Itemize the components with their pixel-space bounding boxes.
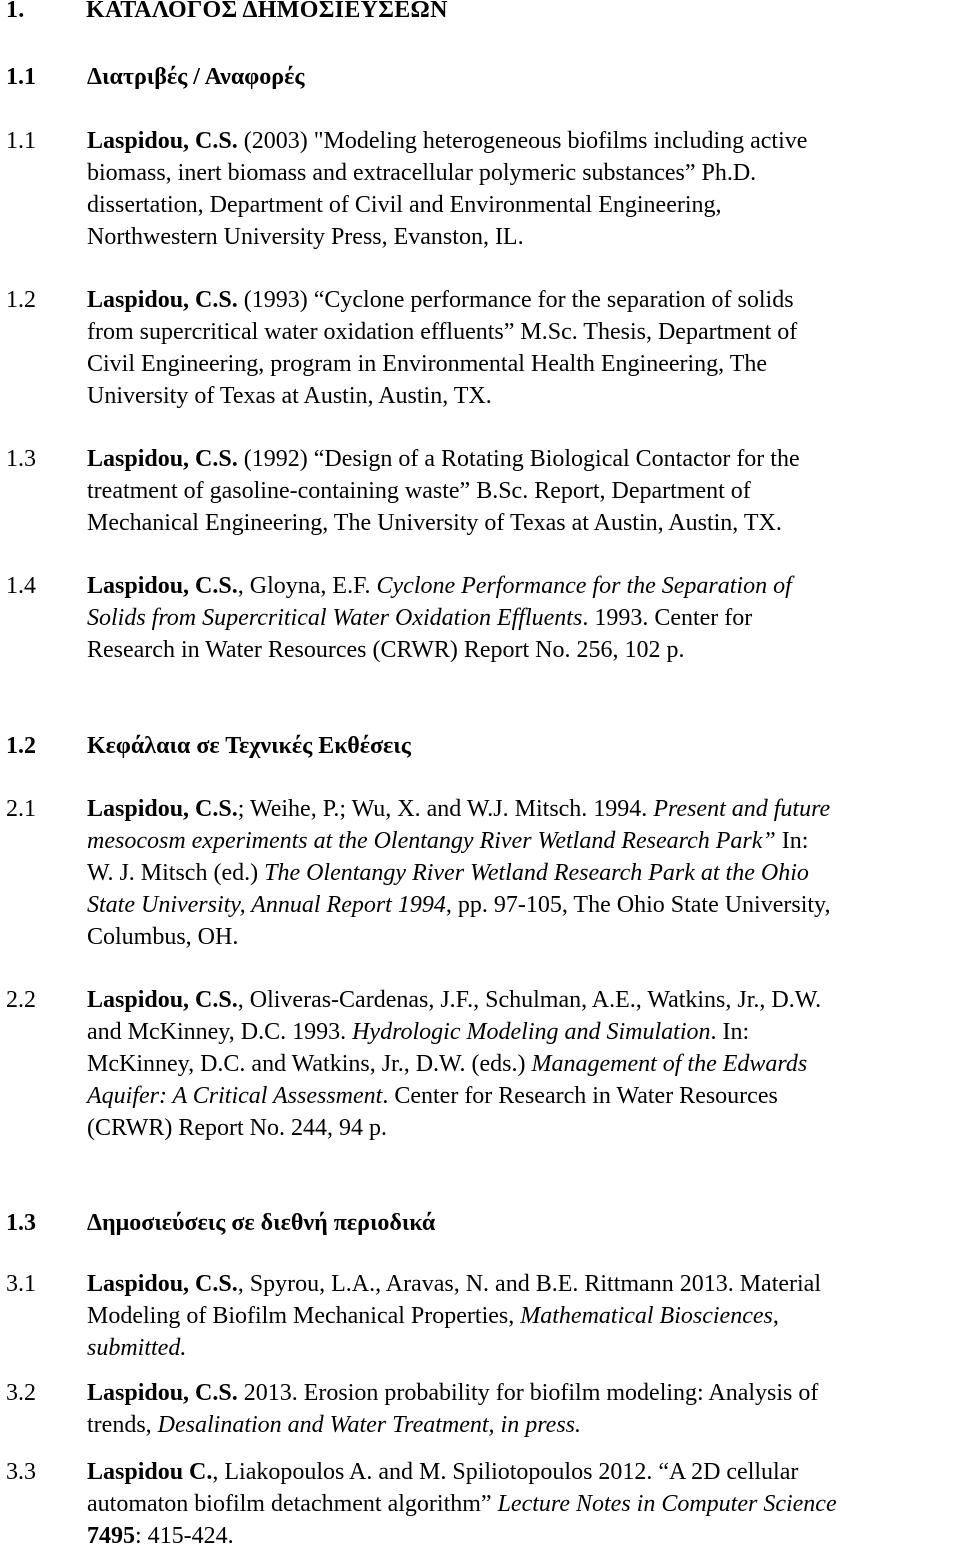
entry-line	[87, 125, 956, 157]
entry-line	[87, 1016, 956, 1048]
reference-entry	[6, 1268, 956, 1364]
entry-line	[87, 1488, 956, 1520]
citation-text: , Gloyna, E.F.	[237, 573, 377, 599]
citation-text: Mechanical Engineering, The University of Texas at Austin, Austin, TX.	[87, 510, 782, 536]
section-title: Διατριβές / Αναφορές	[87, 64, 305, 90]
entry-line	[87, 602, 956, 634]
entry-line	[87, 1377, 956, 1409]
section-number: 1.2	[6, 733, 36, 759]
citation-text: 2013. Erosion probability for biofilm modeling: Analysis of	[237, 1380, 819, 1406]
entry-number: 3.1	[6, 1271, 36, 1297]
italic-title: Aquifer: A Critical Assessment	[87, 1083, 383, 1109]
entry-text	[87, 443, 956, 539]
citation-text: McKinney, D.C. and Watkins, Jr., D.W. (eds.)	[87, 1051, 532, 1077]
citation-text: W. J. Mitsch (ed.)	[87, 860, 265, 886]
entry-number: 1.3	[6, 446, 36, 472]
italic-title: The Olentangy River Wetland Research Park at the Ohio	[264, 860, 809, 886]
entry-line	[87, 1520, 956, 1552]
entry-line	[87, 189, 956, 221]
author-name: 7495	[87, 1523, 135, 1549]
entry-line	[87, 570, 956, 602]
entry-line	[87, 857, 956, 889]
reference-entry	[6, 984, 956, 1144]
citation-text: Columbus, OH.	[87, 924, 239, 950]
entry-line	[87, 793, 956, 825]
italic-title: Lecture Notes in Computer Science	[497, 1491, 837, 1517]
entry-number: 2.1	[6, 796, 36, 822]
entry-line	[87, 221, 956, 253]
entry-line	[87, 1080, 956, 1112]
entry-line	[87, 1112, 956, 1144]
citation-text: , Liakopoulos A. and M. Spiliotopoulos 2012. “A 2D cellular	[212, 1459, 799, 1485]
citation-text: Research in Water Resources (CRWR) Report No. 256, 102 p.	[87, 637, 685, 663]
author-name: Laspidou, C.S.	[87, 987, 238, 1013]
reference-entry	[6, 443, 956, 539]
author-name: Laspidou, C.S.	[87, 796, 238, 822]
section-title: Δημοσιεύσεις σε διεθνή περιοδικά	[87, 1210, 436, 1236]
entry-line	[87, 475, 956, 507]
entry-line	[87, 1409, 956, 1441]
italic-title: Mathematical Biosciences	[520, 1303, 773, 1329]
reference-entry	[6, 1456, 956, 1552]
citation-text: ,	[772, 1303, 779, 1329]
citation-text: In:	[775, 828, 809, 854]
section-title: Κεφάλαια σε Τεχνικές Εκθέσεις	[87, 733, 411, 759]
section-number: 1.1	[6, 64, 36, 90]
entry-line	[87, 921, 956, 953]
citation-text: automaton biofilm detachment algorithm”	[87, 1491, 498, 1517]
entry-line	[87, 316, 956, 348]
citation-text: , Spyrou, L.A., Aravas, N. and B.E. Rittmann 2013. Material	[237, 1271, 822, 1297]
section-heading	[6, 730, 411, 762]
citation-text: treatment of gasoline-containing waste” B.Sc. Report, Department of	[87, 478, 751, 504]
reference-entry	[6, 125, 956, 253]
section-heading	[6, 61, 304, 93]
entry-number: 3.2	[6, 1380, 36, 1406]
entry-text	[87, 1377, 956, 1441]
author-name: Laspidou, C.S.	[87, 446, 238, 472]
italic-title: submitted.	[87, 1335, 187, 1361]
entry-text	[87, 1456, 956, 1552]
entry-number: 1.2	[6, 287, 36, 313]
author-name: Laspidou, C.S.	[87, 287, 238, 313]
citation-text: (2003) "Modeling heterogeneous biofilms including active	[237, 128, 808, 154]
reference-entry	[6, 793, 956, 953]
entry-line	[87, 380, 956, 412]
author-name: Laspidou, C.S.	[87, 1271, 238, 1297]
citation-text: (1993) “Cyclone performance for the separation of solids	[237, 287, 794, 313]
entry-text	[87, 125, 956, 253]
citation-text: trends,	[87, 1412, 158, 1438]
italic-title: Present and future	[653, 796, 831, 822]
entry-line	[87, 1300, 956, 1332]
italic-title: Solids from Supercritical Water Oxidation Effluents	[87, 605, 583, 631]
entry-line	[87, 1456, 956, 1488]
entry-line	[87, 984, 956, 1016]
citation-text: . Center for Research in Water Resources	[382, 1083, 778, 1109]
main-heading	[6, 0, 448, 26]
citation-text: . 1993. Center for	[582, 605, 753, 631]
reference-entry	[6, 1377, 956, 1441]
citation-text: and McKinney, D.C. 1993.	[87, 1019, 353, 1045]
entry-line	[87, 348, 956, 380]
italic-title: Management of the Edwards	[531, 1051, 808, 1077]
entry-text	[87, 1268, 956, 1364]
author-name: Laspidou C.	[87, 1459, 213, 1485]
author-name: Laspidou, C.S.	[87, 1380, 238, 1406]
italic-title: State University, Annual Report 1994	[87, 892, 446, 918]
citation-text: (1992) “Design of a Rotating Biological Contactor for the	[237, 446, 800, 472]
citation-text: Modeling of Biofilm Mechanical Properties,	[87, 1303, 521, 1329]
citation-text: biomass, inert biomass and extracellular polymeric substances” Ph.D.	[87, 160, 757, 186]
entry-line	[87, 443, 956, 475]
entry-line	[87, 284, 956, 316]
entry-line	[87, 507, 956, 539]
section-heading	[6, 1207, 435, 1239]
entry-line	[87, 825, 956, 857]
entry-line	[87, 889, 956, 921]
entry-text	[87, 793, 956, 953]
entry-number: 1.4	[6, 573, 36, 599]
section-number: 1.3	[6, 1210, 36, 1236]
citation-text: Northwestern University Press, Evanston, IL.	[87, 224, 524, 250]
italic-title: Cyclone Performance for the Separation of	[376, 573, 792, 599]
citation-text: (CRWR) Report No. 244, 94 p.	[87, 1115, 387, 1141]
citation-text: from supercritical water oxidation effluents” M.Sc. Thesis, Department of	[87, 319, 798, 345]
main-heading-number: 1.	[6, 0, 25, 23]
author-name: Laspidou, C.S.	[87, 573, 238, 599]
entry-number: 2.2	[6, 987, 36, 1013]
reference-entry	[6, 284, 956, 412]
main-heading-text: ΚΑΤΑΛΟΓΟΣ ΔΗΜΟΣΙΕΥΣΕΩΝ	[86, 0, 448, 23]
author-name: Laspidou, C.S.	[87, 128, 238, 154]
entry-line	[87, 1048, 956, 1080]
entry-number: 1.1	[6, 128, 36, 154]
citation-text: : 415-424.	[135, 1523, 234, 1549]
entry-text	[87, 984, 956, 1144]
entry-line	[87, 157, 956, 189]
citation-text: , Oliveras-Cardenas, J.F., Schulman, A.E., Watkins, Jr., D.W.	[237, 987, 822, 1013]
citation-text: . In:	[710, 1019, 750, 1045]
citation-text: dissertation, Department of Civil and Environmental Engineering,	[87, 192, 722, 218]
entry-text	[87, 284, 956, 412]
entry-line	[87, 1332, 956, 1364]
citation-text: Civil Engineering, program in Environmental Health Engineering, The	[87, 351, 768, 377]
reference-entry	[6, 570, 956, 666]
entry-line	[87, 1268, 956, 1300]
citation-text: , pp. 97-105, The Ohio State University,	[445, 892, 831, 918]
italic-title: mesocosm experiments at the Olentangy River Wetland Research Park”	[87, 828, 776, 854]
entry-number: 3.3	[6, 1459, 36, 1485]
entry-line	[87, 634, 956, 666]
entry-text	[87, 570, 956, 666]
citation-text: University of Texas at Austin, Austin, TX.	[87, 383, 492, 409]
citation-text: ; Weihe, P.; Wu, X. and W.J. Mitsch. 1994.	[237, 796, 654, 822]
italic-title: Hydrologic Modeling and Simulation	[352, 1019, 711, 1045]
italic-title: Desalination and Water Treatment, in press.	[157, 1412, 581, 1438]
